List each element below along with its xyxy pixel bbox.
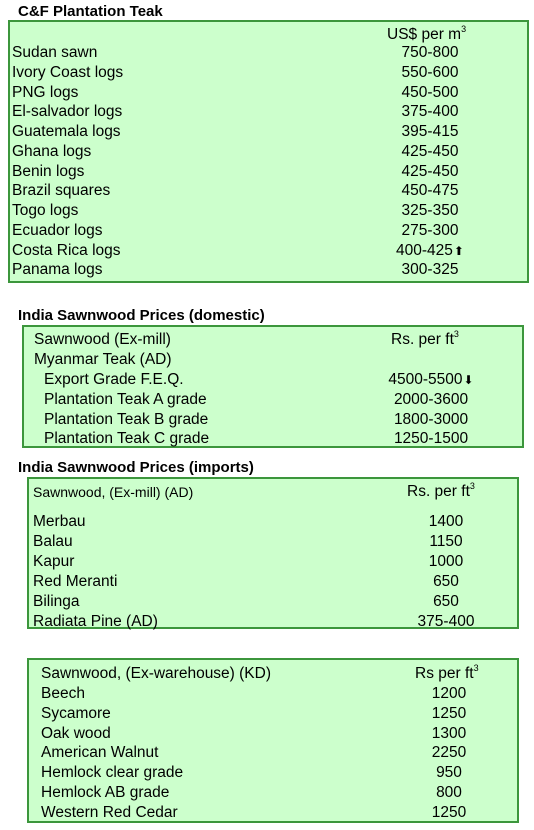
table-row xyxy=(10,241,527,261)
table-row xyxy=(10,102,527,122)
row-label: Togo logs xyxy=(12,202,79,219)
header-label: Sawnwood (Ex-mill) xyxy=(34,331,171,348)
row-price: 1400 xyxy=(428,513,464,530)
row-label: Plantation Teak C grade xyxy=(44,430,210,448)
row-price: 800 xyxy=(436,783,462,801)
row-label: Balau xyxy=(33,533,73,550)
table-row xyxy=(29,803,517,823)
row-label: Sudan sawn xyxy=(12,44,98,61)
table-header xyxy=(24,330,522,350)
table-india-domestic xyxy=(22,325,524,448)
table-row xyxy=(10,83,527,103)
row-label: Brazil squares xyxy=(12,182,111,200)
row-label: Plantation Teak B grade xyxy=(44,410,209,428)
row-price: 300-325 xyxy=(401,261,459,279)
row-price: 1000 xyxy=(428,553,464,570)
row-label: Kapur xyxy=(33,553,75,570)
row-label: Hemlock AB grade xyxy=(41,783,170,801)
row-label: Hemlock clear grade xyxy=(41,764,184,781)
row-label: Sycamore xyxy=(41,704,111,722)
table-row xyxy=(29,783,517,803)
row-label: Beech xyxy=(41,685,85,702)
row-price: 1150 xyxy=(429,533,463,550)
group-label: Myanmar Teak (AD) xyxy=(34,351,172,368)
table-india-imports xyxy=(27,477,519,629)
row-label: Benin logs xyxy=(12,162,85,180)
header-label: Sawnwood, (Ex-mill) (AD) xyxy=(33,484,194,500)
row-price: 750-800 xyxy=(401,44,459,61)
row-price: 1200 xyxy=(431,685,467,702)
table-row xyxy=(29,743,517,763)
row-price: 375-400 xyxy=(417,613,475,630)
table-row xyxy=(24,390,522,410)
header-label: Sawnwood, (Ex-warehouse) (KD) xyxy=(41,665,272,682)
row-price: 400-425⬆ xyxy=(396,241,464,259)
row-price: 325-350 xyxy=(401,202,459,219)
section-title-india-domestic: India Sawnwood Prices (domestic) xyxy=(18,307,265,324)
table-row xyxy=(29,592,517,612)
row-price: 2250 xyxy=(431,744,467,762)
unit-header: Rs. per $ft^3$ xyxy=(407,480,475,500)
table-row xyxy=(29,552,517,572)
row-label: Ghana logs xyxy=(12,142,92,160)
table-cf-plantation-teak xyxy=(8,20,529,283)
table-row xyxy=(10,43,527,63)
row-label: Bilinga xyxy=(33,593,80,610)
table-row xyxy=(10,201,527,221)
table-row xyxy=(29,684,517,704)
table-row xyxy=(10,63,527,83)
table-row xyxy=(24,410,522,430)
row-price: 650 xyxy=(433,593,459,610)
row-label: Ecuador logs xyxy=(12,221,103,239)
row-label: Plantation Teak A grade xyxy=(44,390,207,408)
table-row xyxy=(10,221,527,241)
row-price: 425-450 xyxy=(401,162,459,180)
unit-header: Rs. per $ft^3$ xyxy=(391,328,459,348)
row-price: 395-415 xyxy=(401,123,459,140)
row-price: 1250 xyxy=(431,803,467,821)
unit-header: US$ per $m^3$ xyxy=(387,23,467,43)
row-label: American Walnut xyxy=(41,744,159,762)
table-row xyxy=(10,162,527,182)
row-label: Western Red Cedar xyxy=(41,803,178,821)
table-row xyxy=(10,122,527,142)
table-row xyxy=(29,724,517,744)
table-row xyxy=(10,260,527,280)
unit-header: Rs per $ft^3$ xyxy=(415,662,479,682)
section-title-cf-plantation-teak: C&F Plantation Teak xyxy=(18,3,163,20)
row-label: Guatemala logs xyxy=(12,123,121,140)
row-price: 550-600 xyxy=(401,63,459,81)
table-row xyxy=(29,512,517,532)
row-label: Merbau xyxy=(33,513,86,530)
row-price: 450-500 xyxy=(401,83,459,101)
row-label: PNG logs xyxy=(12,83,79,101)
row-price: 1300 xyxy=(431,724,467,742)
row-price: 375-400 xyxy=(401,103,459,121)
row-label: Export Grade F.E.Q. xyxy=(44,371,184,388)
row-price: 275-300 xyxy=(401,221,459,239)
arrow-up-icon: ⬆ xyxy=(453,243,464,258)
table-row xyxy=(10,142,527,162)
row-price: 425-450 xyxy=(401,142,459,160)
table-row xyxy=(29,763,517,783)
row-label: Panama logs xyxy=(12,261,103,279)
row-price: 2000-3600 xyxy=(393,390,469,408)
row-price: 1800-3000 xyxy=(393,410,469,428)
row-label: Radiata Pine (AD) xyxy=(33,613,158,630)
table-row xyxy=(24,370,522,390)
section-title-india-imports: India Sawnwood Prices (imports) xyxy=(18,459,254,476)
table-header xyxy=(29,664,517,684)
row-price: 950 xyxy=(436,764,462,781)
table-row xyxy=(10,181,527,201)
row-price: 1250-1500 xyxy=(393,430,469,448)
row-label: Ivory Coast logs xyxy=(12,63,124,81)
row-price: 650 xyxy=(433,573,459,590)
row-label: El-salvador logs xyxy=(12,103,123,121)
row-label: Red Meranti xyxy=(33,573,118,590)
row-price: 4500-5500⬇ xyxy=(388,371,474,388)
table-row xyxy=(29,572,517,592)
table-row xyxy=(24,429,522,449)
row-price: 450-475 xyxy=(401,182,459,200)
row-label: Oak wood xyxy=(41,724,111,742)
table-row xyxy=(29,612,517,632)
table-header xyxy=(29,482,517,502)
arrow-down-icon: ⬇ xyxy=(463,373,474,387)
table-ex-warehouse xyxy=(27,658,519,823)
table-row xyxy=(29,704,517,724)
row-label: Costa Rica logs xyxy=(12,241,121,259)
row-price: 1250 xyxy=(431,704,467,722)
table-header xyxy=(10,25,527,45)
table-row xyxy=(29,532,517,552)
